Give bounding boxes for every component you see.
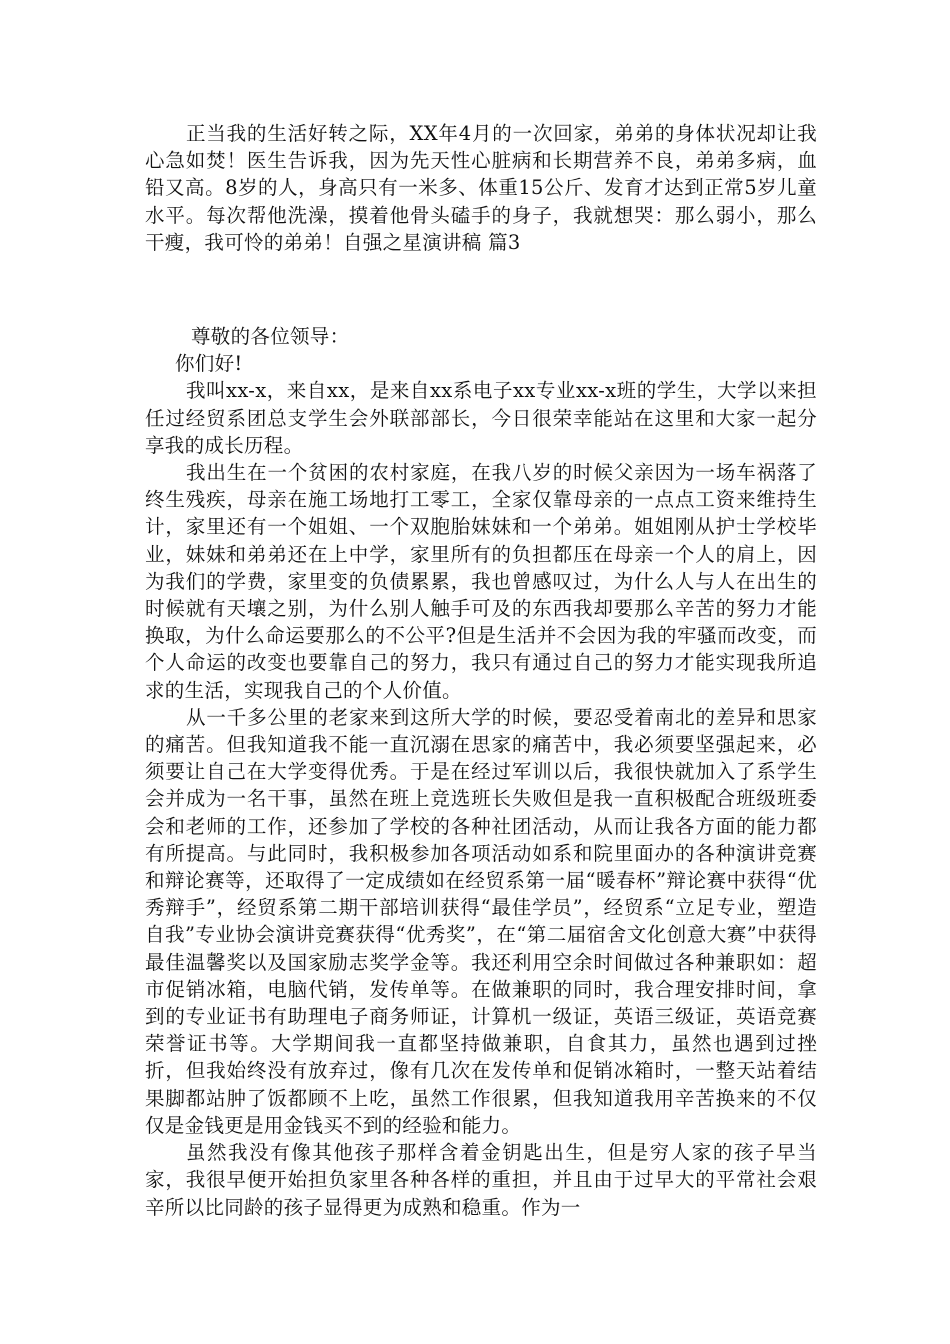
paragraph-4: 虽然我没有像其他孩子那样含着金钥匙出生，但是穷人家的孩子早当家，我很早便开始担负家里各种各样的重担，并且由于过早大的平常社会艰辛所以比同龄的孩子显得更为成熟和稳重。作为一 [145, 1141, 817, 1219]
greeting: 你们好! [175, 352, 243, 376]
intro-section [145, 120, 817, 256]
paragraph-intro: 正当我的生活好转之际，XX年4月的一次回家，弟弟的身体状况却让我心急如焚！医生告诉我，因为先天性心脏病和长期营养不良，弟弟多病，血铅又高。8岁的人，身高只有一米多、体重15公斤、发育才达到正常5岁儿童水平。每次帮他洗澡，摸着他骨头磕手的身子，我就想哭：那么弱小，那么干瘦，我可怜的弟弟！自强之星演讲稿 篇3 [145, 122, 817, 254]
salutation: 尊敬的各位领导： [191, 325, 350, 348]
speech-section [145, 323, 817, 1221]
paragraph-3: 从一千多公里的老家来到这所大学的时候，要忍受着南北的差异和思家的痛苦。但我知道我不能一直沉溺在思家的痛苦中，我必须要坚强起来，必须要让自己在大学变得优秀。于是在经过军训以后，我很快就加入了系学生会并成为一名干事，虽然在班上竞选班长失败但是我一直积极配合班级班委会和老师的工作，还参加了学校的各种社团活动，从而让我各方面的能力都有所提高。与此同时，我积极参加各项活动如系和院里面办的各种演讲竞赛和辩论赛等，还取得了一定成绩如在经贸系第一届“暖春杯”辩论赛中获得“优秀辩手”，经贸系第二期干部培训获得“最佳学员”，经贸系“立足专业，塑造自我”专业协会演讲竞赛获得“优秀奖”，在“第二届宿舍文化创意大赛”中获得最佳温馨奖以及国家励志奖学金等。我还利用空余时间做过各种兼职如：超市促销冰箱，电脑代销，发传单等。在做兼职的同时，我合理安排时间，拿到的专业证书有助理电子商务师证，计算机一级证，英语三级证，英语竞赛荣誉证书等。大学期间我一直都坚持做兼职，自食其力，虽然也遇到过挫折，但我始终没有放弃过，像有几次在发传单和促销冰箱时，一整天站着结果脚都站肿了饭都顾不上吃，虽然工作很累，但我知道我用辛苦换来的不仅仅是金钱更是用金钱买不到的经验和能力。 [145, 705, 817, 1137]
paragraph-2: 我出生在一个贫困的农村家庭，在我八岁的时候父亲因为一场车祸落了终生残疾，母亲在施工场地打工零工，全家仅靠母亲的一点点工资来维持生计，家里还有一个姐姐、一个双胞胎妹妹和一个弟弟。姐姐刚从护士学校毕业，妹妹和弟弟还在上中学，家里所有的负担都压在母亲一个人的肩上，因为我们的学费，家里变的负债累累，我也曾感叹过，为什么人与人在出生的时候就有天壤之别，为什么别人触手可及的东西我却要那么辛苦的努力才能换取，为什么命运要那么的不公平?但是生活并不会因为我的牢骚而改变，而个人命运的改变也要靠自己的努力，我只有通过自己的努力才能实现我所追求的生活，实现我自己的个人价值。 [145, 461, 817, 702]
paragraph-1: 我叫xx-x，来自xx，是来自xx系电子xx专业xx-x班的学生，大学以来担任过经贸系团总支学生会外联部部长，今日很荣幸能站在这里和大家一起分享我的成长历程。 [145, 379, 817, 457]
